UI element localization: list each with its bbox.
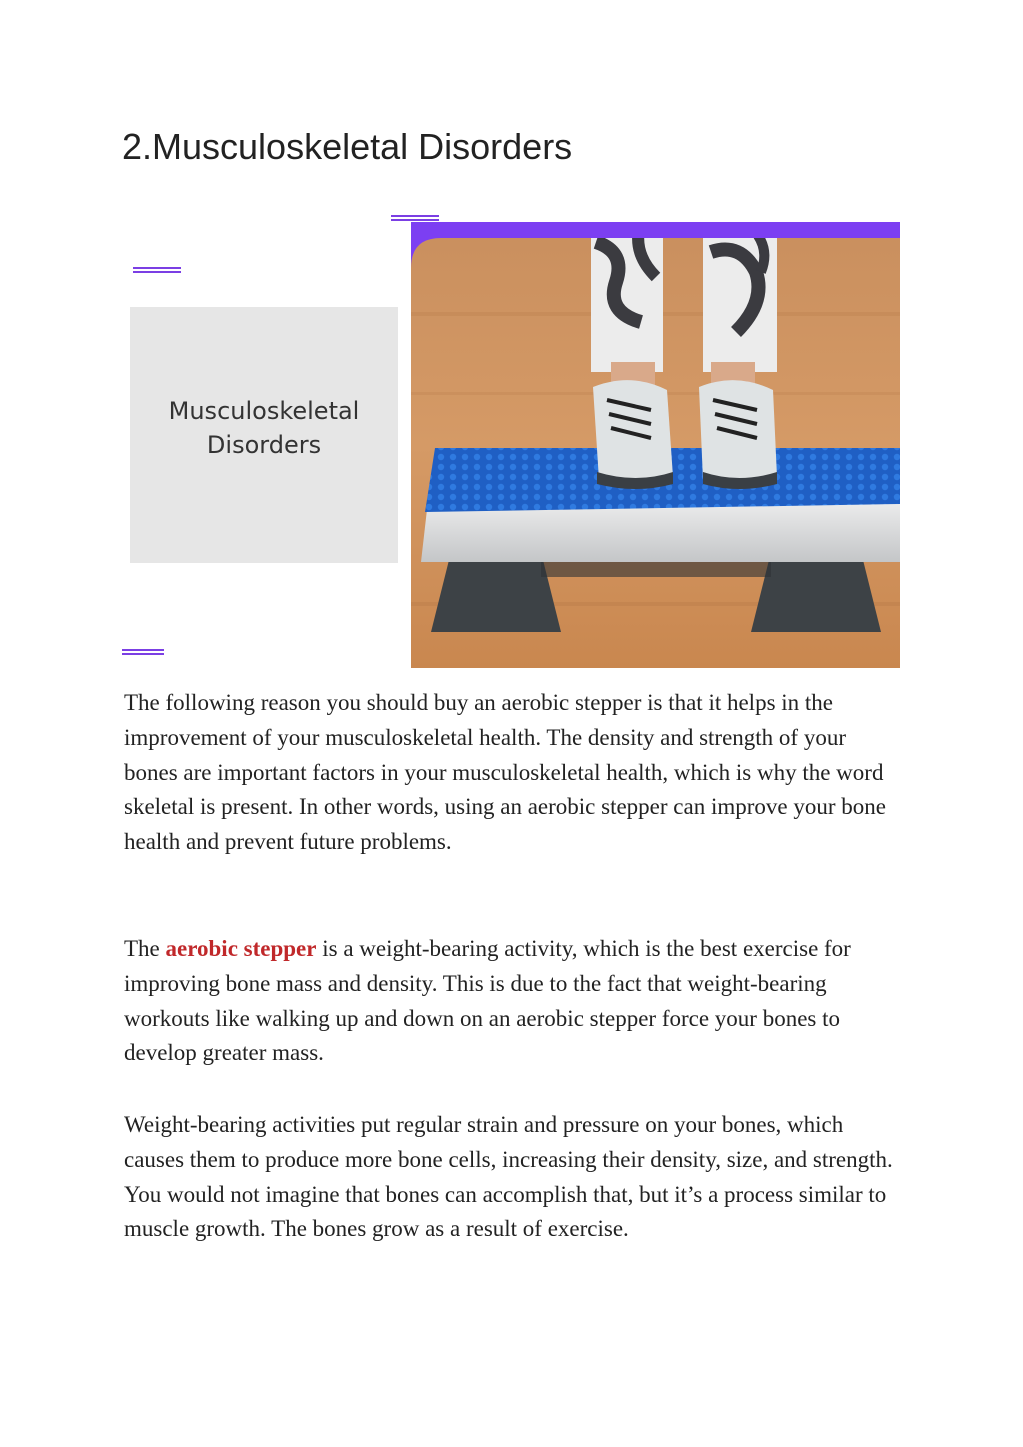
decorative-accent-line [391, 215, 439, 221]
page-title: 2.Musculoskeletal Disorders [122, 126, 573, 167]
feet-on-aerobic-stepper-photo [411, 222, 900, 668]
stepper-photo-frame [411, 222, 900, 668]
decorative-accent-line [122, 649, 164, 655]
topic-label-card [130, 307, 398, 563]
topic-label-text: Musculoskeletal Disorders [168, 397, 360, 459]
aerobic-stepper-link[interactable]: aerobic stepper [165, 936, 317, 961]
body-paragraph [124, 932, 904, 1071]
body-paragraph: Weight-bearing activities put regular strain and pressure on your bones, which causes them to produce more bone cells, increasing their density, size, and strength. You would not imagine that bones can accomplish that, but it’s a process similar to muscle growth. The bones grow as a result of exercise. [124, 1112, 893, 1242]
decorative-accent-line [133, 267, 181, 273]
paragraph-text: The [124, 936, 166, 961]
paragraph-text: is a weight-bearing activity, which is the best exercise for improving bone mass and density. This is due to the fact that weight-bearing workouts like walking up and down on an aerobic stepper force your bones to develop greater mass. [124, 936, 851, 1066]
body-paragraph: The following reason you should buy an aerobic stepper is that it helps in the improvement of your musculoskeletal health. The density and strength of your bones are important factors in your musculoskeletal health, which is why the word skeletal is present. In other words, using an aerobic stepper can improve your bone health and prevent future problems. [124, 690, 886, 855]
